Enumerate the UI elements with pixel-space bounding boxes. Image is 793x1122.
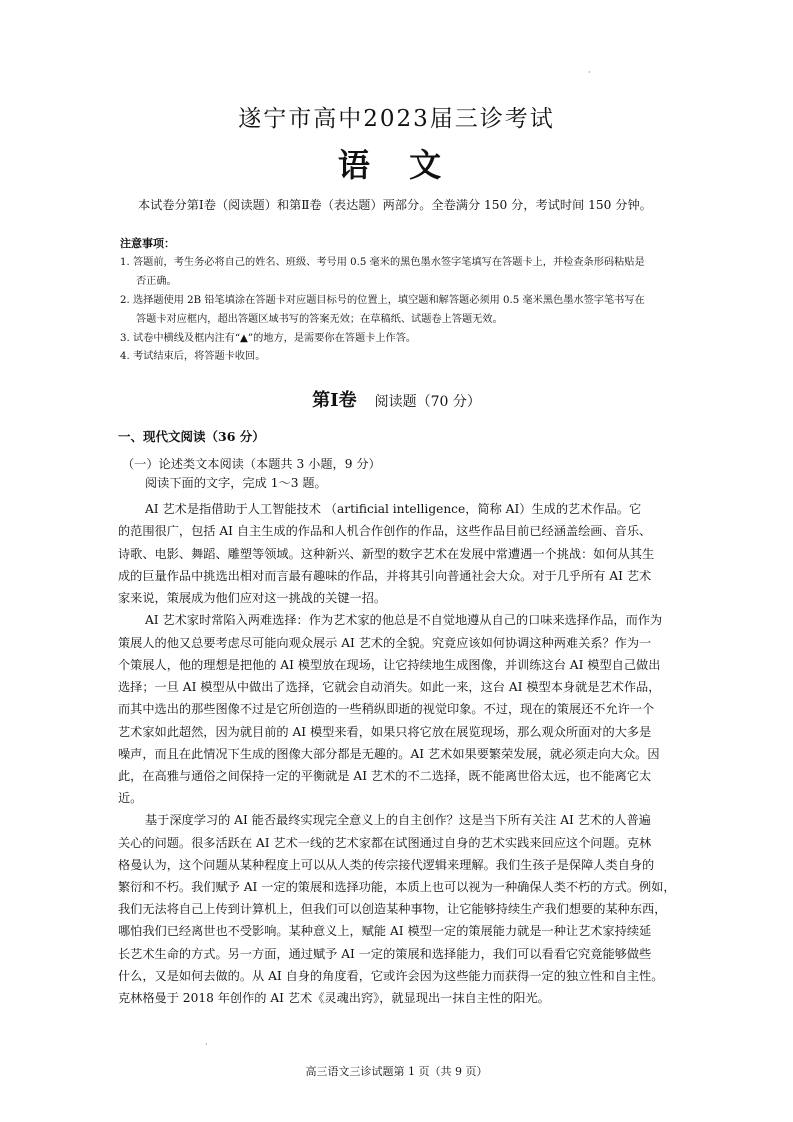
notice-line: 4. 考试结束后，将答题卡收回。 [120, 351, 266, 362]
passage-line: 噪声，而且在此情况下生成的图像大部分都是无趣的。AI 艺术如果要繁荣发展，就必须走向大众。因 [118, 747, 660, 761]
passage-line: 艺术家如此超然，因为就目前的 AI 模型来看，如果只将它放在展览现场，那么观众所面对的大多是 [118, 725, 652, 739]
notice-line: 1. 答题前，考生务必将自己的姓名、班级、考号用 0.5 毫米的黑色墨水签字笔填写在答题卡上，并检查条形码粘贴是 [120, 257, 645, 268]
notice-line: 2. 选择题使用 2B 铅笔填涂在答题卡对应题目标号的位置上，填空题和解答题必须用 0.5 毫米黑色墨水签字笔书写在 [120, 295, 645, 306]
passage-line: 克林格曼于 2018 年创作的 AI 艺术《灵魂出窍》，就显现出一抹自主性的阳光。 [118, 991, 550, 1005]
passage-line: 我们无法将自己上传到计算机上，但我们可以创造某种事物，让它能够持续生产我们想要的某种东西， [118, 902, 667, 916]
passage-line: 近。 [118, 791, 143, 805]
part-title: 一、现代文阅读（36 分） [118, 429, 265, 444]
notice-line: 3. 试卷中横线及框内注有“▲”的地方，是需要你在答题卡上作答。 [120, 333, 417, 344]
passage-line: 关心的问题。很多活跃在 AI 艺术一线的艺术家都在试图通过自身的艺术实践来回应这个问题。克林 [118, 836, 652, 850]
passage-line: 的范围很广，包括 AI 自主生成的作品和人机合作创作的作品，这些作品目前已经涵盖绘画、音乐、 [118, 524, 652, 538]
subject-title: 语 文 [337, 146, 456, 184]
passage-line: 繁衍和不朽。我们赋予 AI 一定的策展和选择功能，本质上也可以视为一种确保人类不朽的方式。例如， [118, 880, 676, 894]
scan-dot: · [588, 68, 591, 77]
passage-line: 策展人的他又总要考虑尽可能向观众展示 AI 艺术的全貌。究竟应该如何协调这种两难关系？作为一 [118, 636, 652, 650]
page-footer: 高三语文三诊试题第 1 页（共 9 页） [305, 1065, 488, 1078]
passage-line: 此，在高雅与通俗之间保持一定的平衡就是 AI 艺术的不二选择，既不能离世俗太远，也不能离它太 [118, 769, 652, 783]
passage-line: 基于深度学习的 AI 能否最终实现完全意义上的自主创作？这是当下所有关注 AI 艺术的人普遍 [145, 813, 651, 827]
notice-line: 否正确。 [136, 276, 177, 287]
notice-title: 注意事项： [120, 237, 175, 250]
passage-line: 成的巨量作品中挑选出相对而言最有趣味的作品，并将其引向普通社会大众。对于几乎所有 AI 艺术 [118, 569, 652, 583]
scan-dot: · [205, 1040, 208, 1049]
section-title: 第Ⅰ卷 [312, 390, 357, 411]
passage-line: 诗歌、电影、舞蹈、雕塑等领域。这种新兴、新型的数字艺术在发展中常遭遇一个挑战：如何从其生 [118, 547, 655, 561]
passage-line: 而其中选出的那些图像不过是它所创造的一些稍纵即逝的视觉印象。不过，现在的策展还不允许一个 [118, 702, 655, 716]
passage-line: AI 艺术是指借助于人工智能技术 （artificial intelligence，简称 AI）生成的艺术作品。它 [145, 502, 642, 516]
exam-intro: 本试卷分第Ⅰ卷（阅读题）和第Ⅱ卷（表达题）两部分。全卷满分 150 分，考试时间 150 分钟。 [138, 198, 652, 212]
notice-line: 答题卡对应框内，超出答题区域书写的答案无效；在草稿纸、试题卷上答题无效。 [136, 314, 503, 325]
passage-line: 哪怕我们已经离世也不受影响。某种意义上，赋能 AI 模型一定的策展能力就是一种让艺术家持续延 [118, 924, 652, 938]
passage-line: 什么，又是如何去做的。从 AI 自身的角度看，它或许会因为这些能力而获得一定的独立性和自主性。 [118, 969, 664, 983]
subpart-title: （一）论述类文本阅读（本题共 3 小题，9 分） [122, 457, 381, 471]
reading-instruction: 阅读下面的文字，完成 1～3 题。 [145, 476, 327, 490]
section-subtitle: 阅读题（70 分） [374, 394, 481, 410]
passage-line: 家来说，策展成为他们应对这一挑战的关键一招。 [118, 591, 387, 605]
passage-line: 选择；一旦 AI 模型从中做出了选择，它就会自动消失。如此一来，这台 AI 模型本身就是艺术作品， [118, 680, 661, 694]
passage-line: 长艺术生命的方式。另一方面，通过赋予 AI 一定的策展和选择能力，我们可以看看它究竟能够做些 [118, 947, 652, 961]
passage-line: AI 艺术家时常陷入两难选择：作为艺术家的他总是不自觉地遵从自己的口味来选择作品，而作为 [145, 613, 663, 627]
exam-title: 遂宁市高中2023届三诊考试 [238, 106, 555, 132]
passage-line: 个策展人，他的理想是把他的 AI 模型放在现场，让它持续地生成图像，并训练这台 AI 模型自己做出 [118, 658, 661, 672]
passage-line: 格曼认为，这个问题从某种程度上可以从人类的传宗接代逻辑来理解。我们生孩子是保障人类自身的 [118, 858, 655, 872]
section-heading [0, 386, 793, 412]
